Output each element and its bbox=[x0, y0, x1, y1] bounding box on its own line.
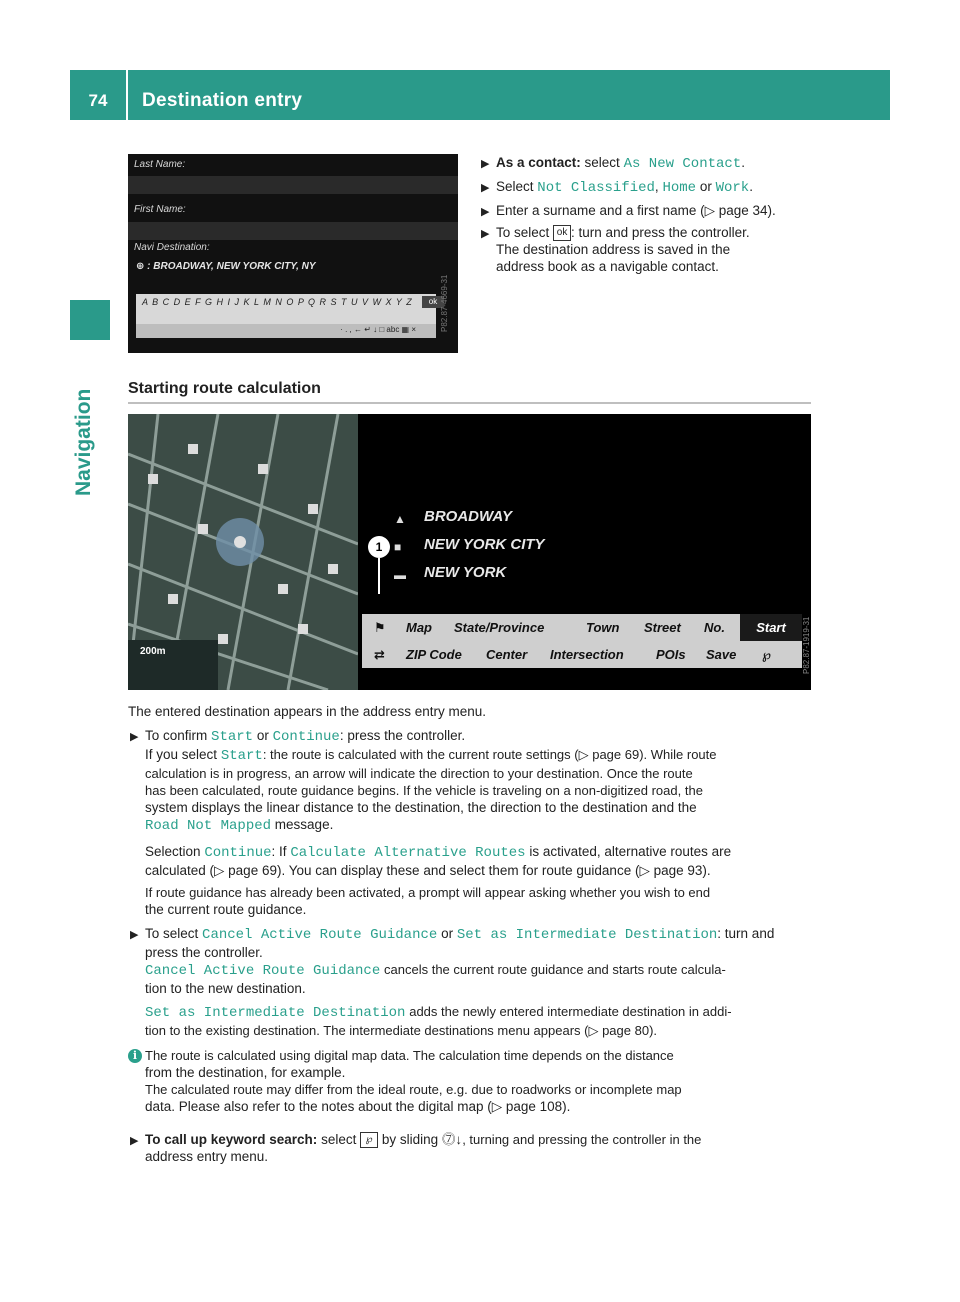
menu-icon: ⚑ bbox=[374, 620, 386, 635]
prompt-block bbox=[145, 884, 815, 918]
entry-state: NEW YORK bbox=[424, 564, 507, 581]
continue-block bbox=[145, 843, 815, 879]
page-title: Destination entry bbox=[142, 90, 303, 111]
menu-intersection[interactable]: Intersection bbox=[550, 647, 624, 662]
text: system displays the linear distance to the destination, the direction to the destination and the bbox=[145, 800, 697, 815]
text: , turning and pressing the controller in the bbox=[462, 1132, 702, 1147]
menu-pois[interactable]: POIs bbox=[656, 647, 686, 662]
option-set-intermediate: Set as Intermediate Destination bbox=[145, 1005, 406, 1021]
step-text: To select bbox=[496, 225, 550, 240]
step-arrow-icon: ▶ bbox=[481, 206, 490, 218]
option-cancel-guidance: Cancel Active Route Guidance bbox=[145, 963, 381, 979]
text: is activated, alternative routes are bbox=[529, 844, 732, 859]
address-menu bbox=[362, 614, 802, 668]
text: To confirm bbox=[145, 728, 208, 743]
menu-save[interactable]: Save bbox=[706, 647, 737, 662]
last-name-label: Last Name: bbox=[134, 159, 186, 170]
step-arrow-icon: ▶ bbox=[130, 929, 139, 941]
text: : turn and bbox=[717, 926, 775, 941]
text: message. bbox=[274, 817, 334, 832]
menu-street[interactable]: Street bbox=[644, 620, 681, 635]
side-tab-label: Navigation bbox=[72, 388, 95, 496]
menu-zip-code[interactable]: ZIP Code bbox=[406, 647, 462, 662]
text: or bbox=[441, 926, 454, 941]
menu-state-province[interactable]: State/Province bbox=[454, 620, 545, 635]
text: If route guidance has already been activated, a prompt will appear asking whether you wish to end bbox=[145, 885, 711, 900]
menu-number[interactable]: No. bbox=[704, 620, 725, 635]
step-text: The destination address is saved in the bbox=[496, 242, 731, 258]
controller-slide-icon: ⓻↓ bbox=[441, 1132, 463, 1147]
step-select-ok bbox=[496, 224, 816, 275]
back-icon: ⇄ bbox=[374, 647, 385, 662]
menu-town[interactable]: Town bbox=[586, 620, 620, 635]
text: calculated (▷ page 69). You can display these and select them for route guidance (▷ page 93). bbox=[145, 863, 711, 878]
ok-key: ok bbox=[422, 296, 444, 308]
step-enter-name: Enter a surname and a first name (▷ page 34). bbox=[496, 203, 776, 218]
step-arrow-icon: ▶ bbox=[481, 228, 490, 240]
text: The calculated route may differ from the ideal route, e.g. due to roadworks or incomplete map bbox=[145, 1082, 682, 1097]
text: address entry menu. bbox=[145, 1149, 269, 1165]
step-arrow-icon: ▶ bbox=[130, 1135, 139, 1147]
menu-center[interactable]: Center bbox=[486, 647, 528, 662]
first-name-field bbox=[128, 222, 458, 240]
option-set-intermediate: Set as Intermediate Destination bbox=[456, 927, 718, 943]
text: calculation is in progress, an arrow will indicate the direction to your destination. Once the route bbox=[145, 766, 693, 781]
keyboard-toolbar bbox=[136, 324, 436, 338]
text: has been calculated, route guidance begins. If the vehicle is traveling on a non-digitized road, the bbox=[145, 783, 703, 798]
step-as-contact: As a contact: select As New Contact. bbox=[496, 155, 745, 172]
step-text: address book as a navigable contact. bbox=[496, 259, 719, 275]
step-arrow-icon: ▶ bbox=[481, 182, 490, 194]
map-scale: 200m bbox=[140, 646, 166, 657]
state-icon: ▬ bbox=[394, 568, 406, 582]
image-code-text: P82.87-4669-31 bbox=[440, 274, 449, 332]
map-view bbox=[128, 414, 358, 690]
header-divider bbox=[126, 70, 128, 120]
keyword-search-block bbox=[145, 1131, 815, 1165]
option-start: Start bbox=[211, 729, 254, 745]
page-number: 74 bbox=[88, 91, 108, 110]
intro-text: The entered destination appears in the address entry menu. bbox=[128, 704, 486, 719]
text: tion to the new destination. bbox=[145, 981, 306, 996]
first-name-label: First Name: bbox=[134, 204, 186, 215]
street-icon: ▲ bbox=[394, 512, 406, 526]
screenshot-contact-entry bbox=[128, 154, 458, 353]
text: select bbox=[321, 1132, 357, 1147]
text: : the route is calculated with the current route settings (▷ page 69). While route bbox=[262, 747, 717, 762]
select-block bbox=[145, 925, 815, 997]
confirm-block bbox=[145, 727, 815, 835]
option-calculate-alternative-routes: Calculate Alternative Routes bbox=[290, 845, 526, 861]
image-code-text: P82.87-1919-31 bbox=[802, 616, 811, 674]
entry-street: BROADWAY bbox=[424, 508, 513, 525]
option-continue: Continue bbox=[272, 729, 340, 745]
keyword-search-icon[interactable]: ℘ bbox=[762, 647, 772, 662]
step-arrow-icon: ▶ bbox=[481, 158, 490, 170]
or-text: or bbox=[699, 179, 712, 194]
option-cancel-guidance: Cancel Active Route Guidance bbox=[202, 927, 438, 943]
text: or bbox=[256, 728, 269, 743]
text: data. Please also refer to the notes about the digital map (▷ page 108). bbox=[145, 1099, 571, 1114]
section-title: Starting route calculation bbox=[128, 380, 321, 397]
text: by sliding bbox=[381, 1132, 439, 1147]
step-text: Select bbox=[496, 179, 534, 194]
option-road-not-mapped: Road Not Mapped bbox=[145, 818, 272, 834]
text: If you select bbox=[145, 747, 218, 762]
text: To select bbox=[145, 926, 199, 941]
screenshot-address-entry bbox=[128, 414, 811, 690]
text: cancels the current route guidance and starts route calcula- bbox=[384, 962, 726, 977]
option-continue: Continue bbox=[204, 845, 272, 861]
info-icon: i bbox=[128, 1049, 142, 1063]
intermediate-block bbox=[145, 1003, 815, 1039]
callout-line bbox=[378, 558, 380, 594]
keyboard-toolbar-symbols: · . , ← ↵ ↓ □ abc ▦ × bbox=[340, 325, 416, 334]
option-home: Home bbox=[662, 180, 697, 196]
entry-city: NEW YORK CITY bbox=[424, 536, 545, 553]
ok-key-icon: ok bbox=[553, 225, 571, 241]
step-arrow-icon: ▶ bbox=[130, 731, 139, 743]
text: : press the controller. bbox=[339, 728, 466, 743]
section-divider bbox=[128, 402, 811, 404]
step-text: select bbox=[584, 155, 620, 170]
step-lead: As a contact: bbox=[496, 155, 581, 170]
keyword-search-key-icon: ℘ bbox=[360, 1132, 378, 1148]
navi-destination-value: ⊕ : BROADWAY, NEW YORK CITY, NY bbox=[136, 261, 316, 272]
alphabet-bar bbox=[136, 294, 436, 324]
start-button[interactable]: Start bbox=[740, 614, 802, 641]
alphabet-letters: A B C D E F G H I J K L M N O P Q R S T U V W X Y Z bbox=[142, 297, 413, 307]
callout-marker: 1 bbox=[368, 536, 390, 558]
option-not-classified: Not Classified bbox=[537, 180, 655, 196]
text: To call up keyword search: bbox=[145, 1132, 318, 1147]
navi-destination-label: Navi Destination: bbox=[134, 242, 210, 253]
text: The route is calculated using digital map data. The calculation time depends on the distance bbox=[145, 1048, 674, 1063]
last-name-field bbox=[128, 176, 458, 194]
option-work: Work bbox=[715, 180, 750, 196]
step-text: : turn and press the controller. bbox=[571, 225, 750, 240]
option-start: Start bbox=[220, 748, 263, 764]
text: press the controller. bbox=[145, 945, 263, 960]
text: Selection bbox=[145, 844, 201, 859]
text: the current route guidance. bbox=[145, 902, 307, 917]
text: from the destination, for example. bbox=[145, 1065, 346, 1080]
menu-map[interactable]: Map bbox=[406, 620, 432, 635]
city-icon: ■ bbox=[394, 540, 402, 554]
info-block bbox=[145, 1047, 815, 1115]
step-select-category: Select Not Classified, Home or Work. bbox=[496, 179, 753, 196]
side-tab-marker bbox=[70, 300, 110, 340]
option-as-new-contact: As New Contact bbox=[623, 156, 742, 172]
text: adds the newly entered intermediate destination in addi- bbox=[409, 1004, 732, 1019]
text: tion to the existing destination. The intermediate destinations menu appears (▷ page 80). bbox=[145, 1023, 658, 1038]
text: : If bbox=[271, 844, 287, 859]
